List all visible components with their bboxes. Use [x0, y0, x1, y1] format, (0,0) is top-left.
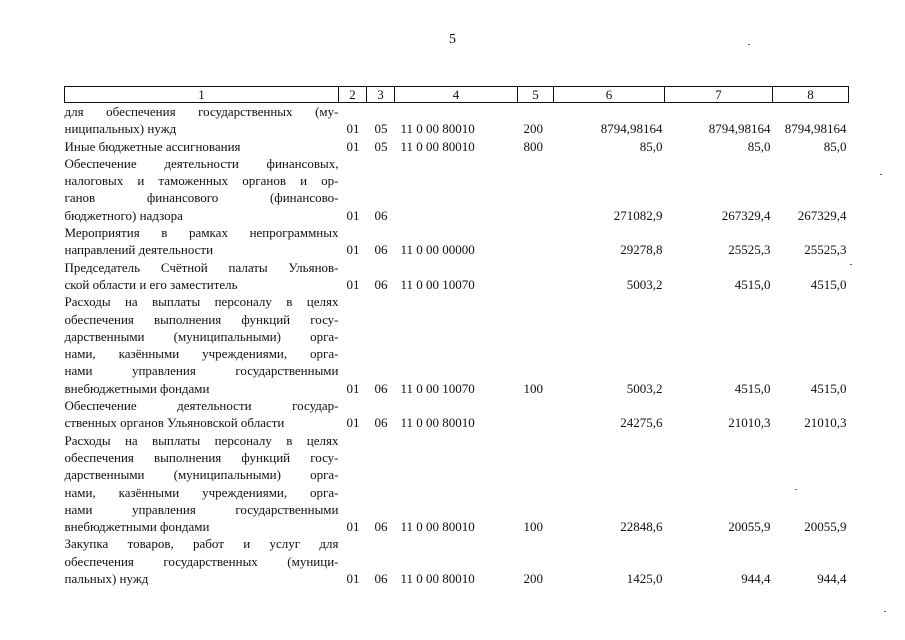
- scan-speck: [880, 174, 882, 175]
- amount-col-6: 1425,0: [626, 571, 663, 587]
- section-code: 01: [346, 242, 360, 258]
- target-article-code: 11 0 00 00000: [400, 242, 475, 258]
- section-code: 01: [346, 276, 360, 292]
- column-header-5: 5: [518, 87, 554, 103]
- scan-speck: [748, 44, 750, 45]
- expense-type-code: [518, 224, 554, 259]
- target-article-code: 11 0 00 80010: [400, 121, 475, 137]
- description-line: внебюджетными фондами: [64, 519, 210, 535]
- row-description: [65, 535, 339, 587]
- amount-col-8: 267329,4: [797, 207, 847, 223]
- description-line: налоговых и таможенных органов и ор-: [64, 173, 339, 189]
- target-article-code: 11 0 00 80010: [400, 571, 475, 587]
- subsection-code: 06: [374, 276, 388, 292]
- row-description: [65, 155, 339, 224]
- table-row: [65, 103, 849, 138]
- subsection-code: 06: [374, 242, 388, 258]
- target-article-code: 11 0 00 80010: [400, 138, 475, 154]
- amount-col-8: 21010,3: [804, 415, 847, 431]
- description-line: пальных) нужд: [64, 571, 149, 587]
- amount-col-8: 944,4: [817, 571, 847, 587]
- section-code: 01: [346, 121, 360, 137]
- row-description: [65, 224, 339, 259]
- scan-speck: [795, 489, 797, 490]
- target-article-code: 11 0 00 80010: [400, 519, 475, 535]
- description-line: Закупка товаров, работ и услуг для: [64, 536, 339, 552]
- page-number: 5: [449, 32, 456, 47]
- row-description: [65, 138, 339, 155]
- amount-col-8: 4515,0: [810, 380, 847, 396]
- description-line: направлений деятельности: [64, 242, 214, 258]
- amount-col-6: 271082,9: [613, 207, 663, 223]
- description-line: Обеспечение деятельности государ-: [64, 398, 339, 414]
- amount-col-7: 21010,3: [728, 415, 771, 431]
- section-code: 01: [346, 380, 360, 396]
- row-description: [65, 103, 339, 138]
- amount-col-6: 24275,6: [620, 415, 663, 431]
- expense-type-code: 200: [523, 571, 543, 587]
- column-header-2: 2: [339, 87, 367, 103]
- row-description: [65, 397, 339, 432]
- table-row: [65, 138, 849, 155]
- amount-col-7: 4515,0: [734, 380, 771, 396]
- description-line: дарственными (муниципальными) орга-: [64, 328, 339, 344]
- description-line: нами управления государственными: [64, 363, 339, 379]
- column-header-3: 3: [367, 87, 395, 103]
- description-line: ской области и его заместитель: [64, 276, 238, 292]
- amount-col-7: 25525,3: [728, 242, 771, 258]
- subsection-code: 06: [374, 380, 388, 396]
- description-line: нами управления государственными: [64, 501, 339, 517]
- section-code: 01: [346, 571, 360, 587]
- section-code: 01: [346, 138, 360, 154]
- description-line: Мероприятия в рамках непрограммных: [64, 225, 339, 241]
- description-line: нами, казёнными учреждениями, орга-: [64, 346, 339, 362]
- description-line: обеспечения выполнения функций госу-: [64, 449, 339, 465]
- description-line: бюджетного) надзора: [64, 207, 183, 223]
- table-header: [65, 87, 849, 103]
- table-row: [65, 432, 849, 536]
- description-line: ниципальных) нужд: [64, 121, 177, 137]
- description-line: внебюджетными фондами: [64, 380, 210, 396]
- table-body: [65, 103, 849, 588]
- column-header-4: 4: [395, 87, 518, 103]
- expense-type-code: 100: [523, 519, 543, 535]
- scan-speck: [884, 611, 886, 612]
- amount-col-7: 944,4: [741, 571, 771, 587]
- column-header-6: 6: [554, 87, 665, 103]
- description-line: Расходы на выплаты персоналу в целях: [64, 432, 339, 448]
- description-line: обеспечения выполнения функций госу-: [64, 311, 339, 327]
- amount-col-6: 8794,98164: [600, 121, 663, 137]
- description-line: дарственными (муниципальными) орга-: [64, 467, 339, 483]
- header-row: [65, 87, 849, 103]
- target-article-code: 11 0 00 10070: [400, 380, 475, 396]
- table-row: [65, 535, 849, 587]
- amount-col-8: 8794,98164: [784, 121, 847, 137]
- table-row: [65, 155, 849, 224]
- table-row: [65, 293, 849, 397]
- subsection-code: 06: [374, 519, 388, 535]
- expense-type-code: [518, 155, 554, 224]
- expense-type-code: [518, 397, 554, 432]
- expense-type-code: [518, 259, 554, 294]
- subsection-code: 05: [374, 121, 388, 137]
- amount-col-8: 20055,9: [804, 519, 847, 535]
- amount-col-7: 8794,98164: [708, 121, 771, 137]
- target-article-code: [395, 155, 518, 224]
- table-row: [65, 224, 849, 259]
- table-row: [65, 397, 849, 432]
- target-article-code: 11 0 00 80010: [400, 415, 475, 431]
- description-line: ганов финансового (финансово-: [64, 190, 339, 206]
- amount-col-6: 5003,2: [626, 276, 663, 292]
- column-header-1: 1: [65, 87, 339, 103]
- column-header-7: 7: [665, 87, 773, 103]
- budget-table: [64, 86, 849, 587]
- target-article-code: 11 0 00 10070: [400, 276, 475, 292]
- section-code: 01: [346, 207, 360, 223]
- subsection-code: 06: [374, 571, 388, 587]
- amount-col-7: 20055,9: [728, 519, 771, 535]
- row-description: [65, 293, 339, 397]
- description-line: Иные бюджетные ассигнования: [64, 138, 241, 154]
- column-header-8: 8: [773, 87, 849, 103]
- amount-col-8: 25525,3: [804, 242, 847, 258]
- amount-col-7: 85,0: [747, 138, 771, 154]
- row-description: [65, 432, 339, 536]
- subsection-code: 06: [374, 207, 388, 223]
- amount-col-7: 267329,4: [721, 207, 771, 223]
- section-code: 01: [346, 519, 360, 535]
- amount-col-6: 29278,8: [620, 242, 663, 258]
- description-line: Обеспечение деятельности финансовых,: [64, 155, 339, 171]
- description-line: обеспечения государственных (муници-: [64, 553, 339, 569]
- amount-col-7: 4515,0: [734, 276, 771, 292]
- description-line: Расходы на выплаты персоналу в целях: [64, 294, 339, 310]
- subsection-code: 06: [374, 415, 388, 431]
- amount-col-8: 4515,0: [810, 276, 847, 292]
- description-line: ственных органов Ульяновской области: [64, 415, 285, 431]
- section-code: 01: [346, 415, 360, 431]
- description-line: Председатель Счётной палаты Ульянов-: [64, 259, 339, 275]
- amount-col-6: 5003,2: [626, 380, 663, 396]
- table-row: [65, 259, 849, 294]
- expense-type-code: 100: [523, 380, 543, 396]
- description-line: нами, казёнными учреждениями, орга-: [64, 484, 339, 500]
- amount-col-6: 85,0: [639, 138, 663, 154]
- amount-col-6: 22848,6: [620, 519, 663, 535]
- expense-type-code: 800: [523, 138, 543, 154]
- amount-col-8: 85,0: [823, 138, 847, 154]
- description-line: для обеспечения государственных (му-: [64, 104, 339, 119]
- subsection-code: 05: [374, 138, 388, 154]
- row-description: [65, 259, 339, 294]
- expense-type-code: 200: [523, 121, 543, 137]
- scan-speck: [850, 264, 852, 265]
